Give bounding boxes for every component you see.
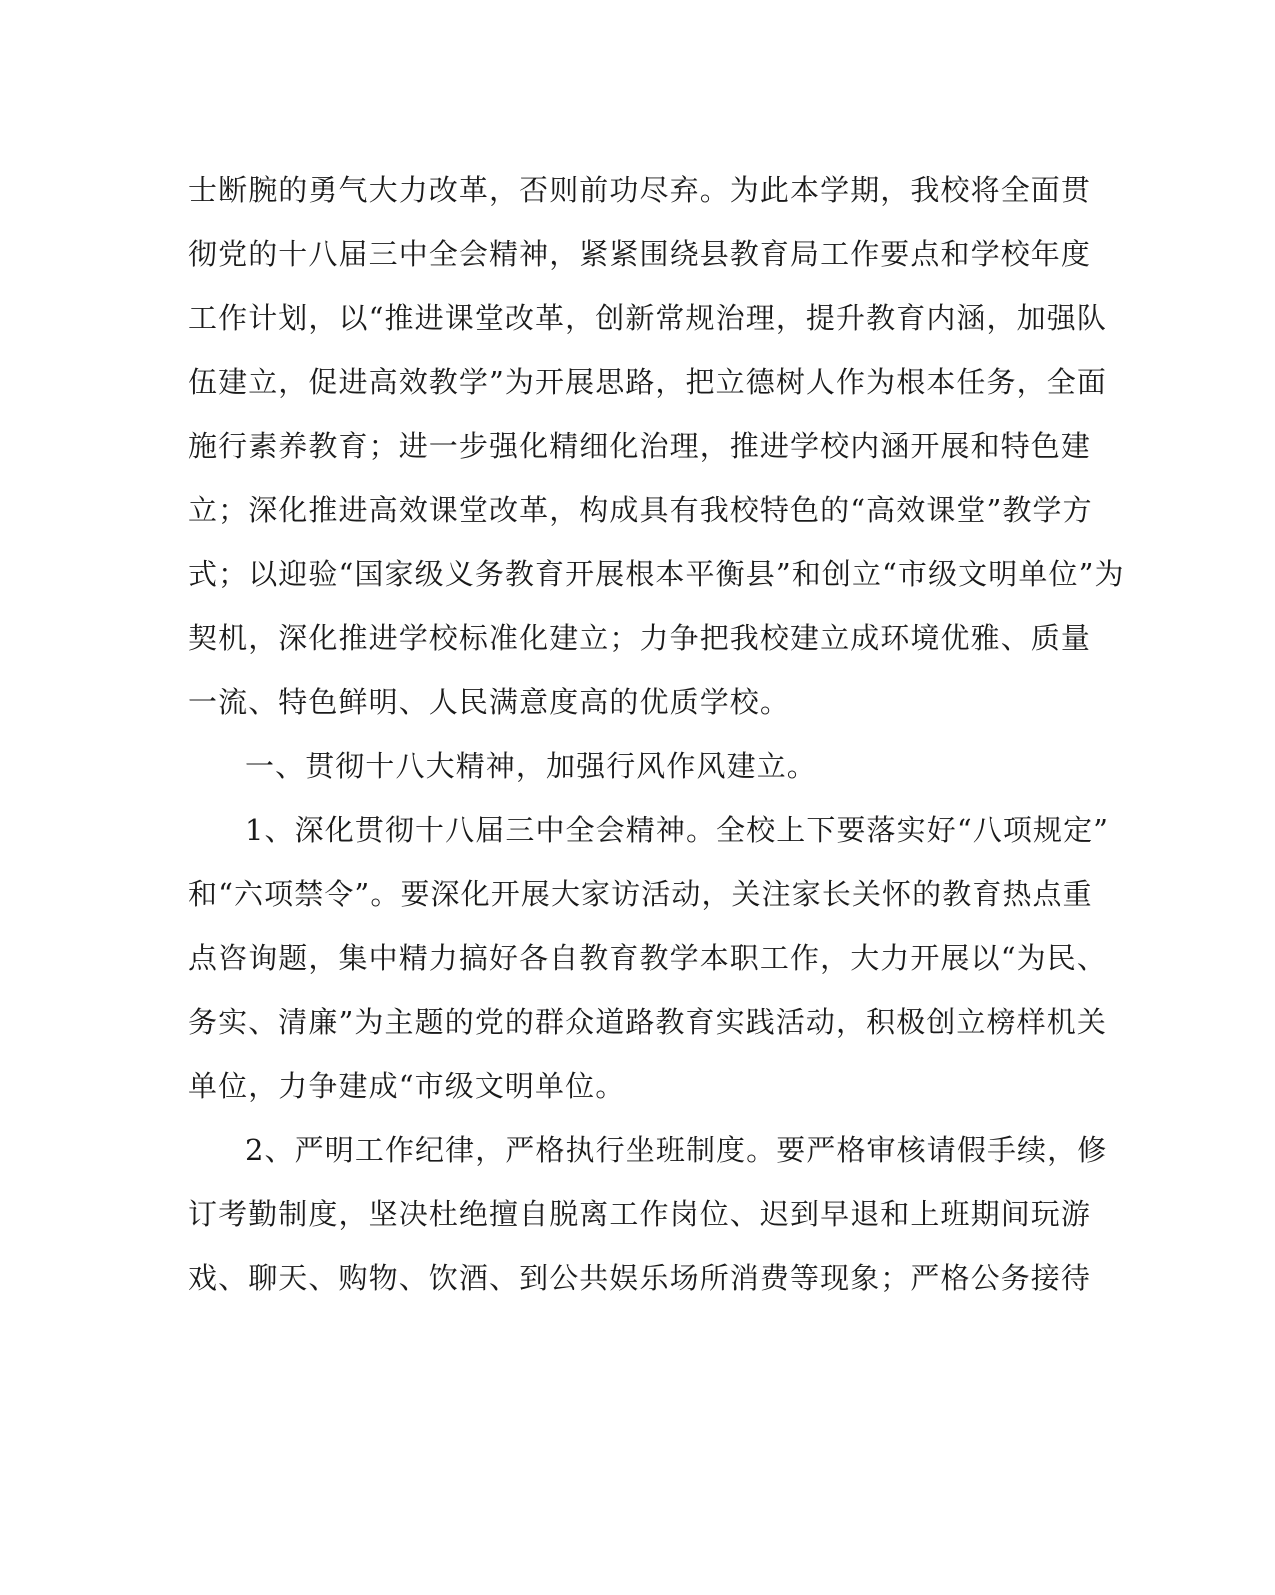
text-line: 订考勤制度，坚决杜绝擅自脱离工作岗位、迟到早退和上班期间玩游 — [188, 1197, 1092, 1231]
text-line: 2、严明工作纪律，严格执行坐班制度。要严格审核请假手续，修 — [245, 1133, 1108, 1167]
text-line: 彻党的十八届三中全会精神，紧紧围绕县教育局工作要点和学校年度 — [188, 237, 1092, 271]
text-line: 施行素养教育；进一步强化精细化治理，推进学校内涵开展和特色建 — [188, 429, 1092, 463]
text-line: 契机，深化推进学校标准化建立；力争把我校建立成环境优雅、质量 — [188, 621, 1092, 655]
text-line: 和“六项禁令”。要深化开展大家访活动，关注家长关怀的教育热点重 — [188, 877, 1093, 911]
text-line: 戏、聊天、购物、饮酒、到公共娱乐场所消费等现象；严格公务接待 — [188, 1261, 1092, 1295]
text-line: 1、深化贯彻十八届三中全会精神。全校上下要落实好“八项规定” — [245, 813, 1110, 847]
text-line: 一流、特色鲜明、人民满意度高的优质学校。 — [188, 685, 791, 719]
text-line: 式；以迎验“国家级义务教育开展根本平衡县”和创立“市级文明单位”为 — [188, 557, 1125, 591]
text-line: 务实、清廉”为主题的党的群众道路教育实践活动，积极创立榜样机关 — [188, 1005, 1107, 1039]
text-line: 伍建立，促进高效教学”为开展思路，把立德树人作为根本任务，全面 — [188, 365, 1107, 399]
text-line: 单位，力争建成“市级文明单位。 — [188, 1069, 626, 1103]
text-line: 立；深化推进高效课堂改革，构成具有我校特色的“高效课堂”教学方 — [188, 493, 1093, 527]
text-line: 工作计划，以“推进课堂改革，创新常规治理，提升教育内涵，加强队 — [188, 301, 1107, 335]
section-heading: 一、贯彻十八大精神，加强行风作风建立。 — [245, 749, 817, 783]
text-line: 点咨询题，集中精力搞好各自教育教学本职工作，大力开展以“为民、 — [188, 941, 1107, 975]
text-line: 士断腕的勇气大力改革，否则前功尽弃。为此本学期，我校将全面贯 — [188, 173, 1092, 207]
